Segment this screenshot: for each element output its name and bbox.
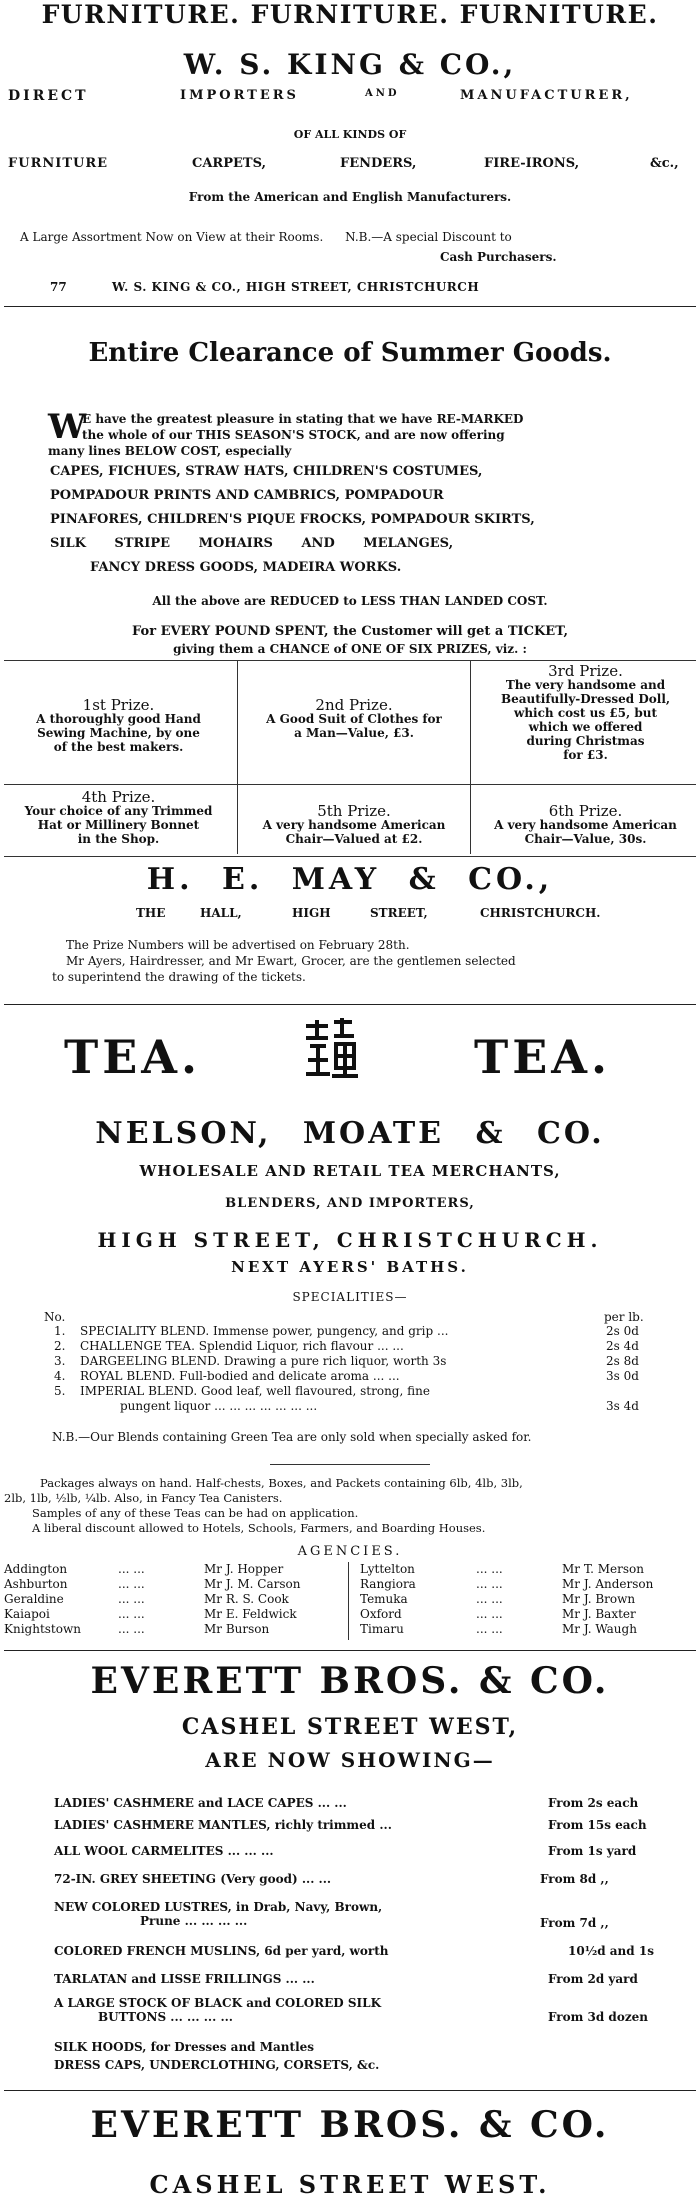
prize-1 bbox=[0, 660, 238, 784]
agency-right-3-place: Temuka bbox=[360, 1592, 408, 1606]
agency-right-3-agent: Mr J. Brown bbox=[562, 1592, 636, 1606]
word-etc: &c., bbox=[650, 156, 679, 171]
agency-left-5-agent: Mr Burson bbox=[204, 1622, 270, 1636]
prize-2-line2: a Man—Value, £3. bbox=[294, 726, 414, 740]
tea-per-lb: per lb. bbox=[604, 1310, 644, 1324]
everett-item-5-text: NEW COLORED LUSTRES, in Drab, Navy, Brown, bbox=[54, 1900, 383, 1914]
clearance-title: Entire Clearance of Summer Goods. bbox=[88, 338, 612, 368]
everett-item-7-price: 10½d and 1s bbox=[568, 1944, 654, 1958]
agency-left-3-place: Geraldine bbox=[4, 1592, 64, 1606]
everett-item-10-text: BUTTONS ... ... ... ... bbox=[98, 2010, 233, 2024]
everett-item-1-price: From 2s each bbox=[548, 1796, 639, 1810]
everett-item-3-text: ALL WOOL CARMELITES ... ... ... bbox=[54, 1844, 274, 1858]
agencies-table bbox=[0, 1562, 700, 1644]
tea-pack-3: Samples of any of these Teas can be had on application. bbox=[32, 1506, 359, 1520]
agency-right-2-dots: ... ... bbox=[476, 1577, 503, 1591]
clearance-item-5: FANCY DRESS GOODS, MADEIRA WORKS. bbox=[90, 560, 402, 575]
agency-left-2-agent: Mr J. M. Carson bbox=[204, 1577, 301, 1591]
prize-2-title: 2nd Prize. bbox=[315, 696, 393, 714]
may-note-1: The Prize Numbers will be advertised on February 28th. bbox=[66, 938, 410, 952]
clearance-item-1: CAPES, FICHUES, STRAW HATS, CHILDREN'S COSTUMES, bbox=[50, 464, 483, 479]
divider-1 bbox=[4, 306, 696, 307]
everett-item-7-text: COLORED FRENCH MUSLINS, 6d per yard, worth bbox=[54, 1944, 389, 1958]
tea-pack-2: 2lb, 1lb, ½lb, ¼lb. Also, in Fancy Tea Canisters. bbox=[4, 1491, 283, 1505]
clearance-intro-2: the whole of our THIS SEASON'S STOCK, and are now offering bbox=[82, 428, 505, 442]
agency-left-5-dots: ... ... bbox=[118, 1622, 145, 1636]
tea-pack-1: Packages always on hand. Half-chests, Boxes, and Packets containing 6lb, 4lb, 3lb, bbox=[40, 1476, 523, 1490]
tea-nb: N.B.—Our Blends containing Green Tea are only sold when specially asked for. bbox=[52, 1430, 532, 1444]
prize-4-line2: Hat or Millinery Bonnet bbox=[37, 818, 200, 832]
prize-3-line4: which we offered bbox=[528, 720, 643, 734]
may-note-3: to superintend the drawing of the tickets. bbox=[52, 970, 306, 984]
blend-4-no: 4. bbox=[54, 1369, 66, 1383]
prize-6-line2: Chair—Value, 30s. bbox=[524, 832, 647, 846]
tea-pack-4: A liberal discount allowed to Hotels, Schools, Farmers, and Boarding Houses. bbox=[32, 1521, 486, 1535]
clearance-intro-3: many lines BELOW COST, especially bbox=[48, 444, 292, 458]
divider-3 bbox=[4, 1650, 696, 1651]
furniture-address: W. S. KING & CO., HIGH STREET, CHRISTCHURCH bbox=[112, 280, 480, 294]
everett-company: EVERETT BROS. & CO. bbox=[90, 1660, 610, 1702]
word-direct: DIRECT bbox=[8, 88, 89, 104]
may-note-2: Mr Ayers, Hairdresser, and Mr Ewart, Grocer, are the gentlemen selected bbox=[66, 954, 516, 968]
everett-item-9-text: A LARGE STOCK OF BLACK and COLORED SILK bbox=[54, 1996, 381, 2010]
blend-4-text: ROYAL BLEND. Full-bodied and delicate aroma ... ... bbox=[80, 1369, 400, 1383]
tea-next: NEXT AYERS' BATHS. bbox=[231, 1258, 469, 1276]
agency-left-3-agent: Mr R. S. Cook bbox=[204, 1592, 289, 1606]
clearance-reduced: All the above are REDUCED to LESS THAN LANDED COST. bbox=[152, 594, 548, 608]
agency-right-4-agent: Mr J. Baxter bbox=[562, 1607, 636, 1621]
prize-3-title: 3rd Prize. bbox=[548, 662, 623, 680]
blend-1-no: 1. bbox=[54, 1324, 66, 1338]
agency-left-1-place: Addington bbox=[4, 1562, 68, 1576]
everett-street: CASHEL STREET WEST, bbox=[181, 1714, 519, 1740]
everett-street-2: CASHEL STREET WEST. bbox=[149, 2170, 551, 2199]
blend-5-text-cont: pungent liquor ... ... ... ... ... ... ... bbox=[120, 1399, 318, 1413]
blend-5-no: 5. bbox=[54, 1384, 66, 1398]
everett-items bbox=[0, 1796, 700, 2086]
prize-6-line1: A very handsome American bbox=[494, 818, 677, 832]
furniture-from: From the American and English Manufacturers. bbox=[188, 190, 512, 204]
furniture-assortment bbox=[20, 230, 512, 244]
everett-item-6-text: Prune ... ... ... ... bbox=[140, 1914, 248, 1928]
everett-item-3-price: From 1s yard bbox=[548, 1844, 637, 1858]
furniture-of-all: OF ALL KINDS OF bbox=[293, 128, 407, 141]
addr-high: HIGH bbox=[292, 906, 331, 920]
agency-left-2-place: Ashburton bbox=[4, 1577, 68, 1591]
may-company: H. E. MAY & CO., bbox=[146, 862, 554, 897]
furniture-company: W. S. KING & CO., bbox=[183, 48, 517, 81]
agency-left-1-dots: ... ... bbox=[118, 1562, 145, 1576]
furniture-header: FURNITURE. FURNITURE. FURNITURE. bbox=[41, 0, 659, 29]
prize-row-1 bbox=[0, 660, 700, 784]
blend-2-no: 2. bbox=[54, 1339, 66, 1353]
clearance-intro-1: E have the greatest pleasure in stating that we have RE-MARKED bbox=[82, 412, 524, 426]
word-carpets: CARPETS, bbox=[192, 156, 267, 171]
blend-1-price: 2s 0d bbox=[606, 1324, 639, 1338]
tea-sub-1: WHOLESALE AND RETAIL TEA MERCHANTS, bbox=[139, 1162, 561, 1180]
everett-item-11-text: SILK HOODS, for Dresses and Mantles bbox=[54, 2040, 315, 2054]
everett-item-6-price: From 7d ,, bbox=[540, 1916, 609, 1930]
word-importers: IMPORTERS bbox=[180, 88, 299, 103]
everett-item-4-price: From 8d ,, bbox=[540, 1872, 609, 1886]
prize-1-line2: Sewing Machine, by one bbox=[37, 726, 200, 740]
tea-no-label: No. bbox=[44, 1310, 66, 1324]
everett-item-12-text: DRESS CAPS, UNDERCLOTHING, CORSETS, &c. bbox=[54, 2058, 380, 2072]
prize-3-line2: Beautifully-Dressed Doll, bbox=[500, 692, 671, 706]
prize-5 bbox=[238, 784, 471, 854]
tea-left: TEA. bbox=[64, 1030, 201, 1084]
agency-left-4-place: Kaiapoi bbox=[4, 1607, 50, 1621]
chinese-characters-logo-icon bbox=[300, 1016, 360, 1080]
prize-5-title: 5th Prize. bbox=[317, 802, 391, 820]
clearance-item-4: SILK STRIPE MOHAIRS AND MELANGES, bbox=[50, 536, 454, 551]
prize-5-line1: A very handsome American bbox=[262, 818, 446, 832]
furniture-cash: Cash Purchasers. bbox=[440, 250, 557, 264]
agency-left-4-agent: Mr E. Feldwick bbox=[204, 1607, 297, 1621]
agency-right-1-dots: ... ... bbox=[476, 1562, 503, 1576]
everett-item-1-text: LADIES' CASHMERE and LACE CAPES ... ... bbox=[54, 1796, 347, 1810]
divider-2 bbox=[4, 1004, 696, 1005]
agency-right-1-place: Lyttelton bbox=[360, 1562, 415, 1576]
addr-christchurch: CHRISTCHURCH. bbox=[480, 906, 601, 920]
blend-3-text: DARGEELING BLEND. Drawing a pure rich liquor, worth 3s bbox=[80, 1354, 447, 1368]
tea-right: TEA. bbox=[474, 1030, 611, 1084]
everett-item-2-text: LADIES' CASHMERE MANTLES, richly trimmed ... bbox=[54, 1818, 392, 1832]
discount-text: N.B.—A special Discount to bbox=[345, 230, 512, 244]
prize-3 bbox=[471, 660, 700, 784]
prize-4-title: 4th Prize. bbox=[81, 788, 156, 806]
prize-3-line6: for £3. bbox=[563, 748, 608, 762]
prize-6-title: 6th Prize. bbox=[548, 802, 623, 820]
agencies-divider bbox=[348, 1562, 349, 1640]
tea-street: HIGH STREET, CHRISTCHURCH. bbox=[97, 1228, 603, 1252]
clearance-intro-initial: W bbox=[48, 407, 87, 447]
agency-right-4-dots: ... ... bbox=[476, 1607, 503, 1621]
clearance-pound-1: For EVERY POUND SPENT, the Customer will get a TICKET, bbox=[132, 624, 568, 639]
prize-6 bbox=[471, 784, 700, 854]
blend-2-price: 2s 4d bbox=[606, 1339, 639, 1353]
prize-row-2 bbox=[0, 784, 700, 854]
agency-left-2-dots: ... ... bbox=[118, 1577, 145, 1591]
blend-3-no: 3. bbox=[54, 1354, 66, 1368]
blend-5-price: 3s 4d bbox=[606, 1399, 639, 1413]
clearance-item-2: POMPADOUR PRINTS AND CAMBRICS, POMPADOUR bbox=[50, 488, 444, 503]
word-and: AND bbox=[365, 88, 400, 99]
everett-showing: ARE NOW SHOWING— bbox=[205, 1748, 495, 1772]
word-furniture: FURNITURE bbox=[8, 156, 109, 171]
everett-item-8-text: TARLATAN and LISSE FRILLINGS ... ... bbox=[54, 1972, 315, 1986]
clearance-pound-2: giving them a CHANCE of ONE OF SIX PRIZES, viz. : bbox=[173, 642, 527, 656]
divider-4 bbox=[4, 2090, 696, 2091]
prize-1-line1: A thoroughly good Hand bbox=[36, 712, 201, 726]
agency-right-2-place: Rangiora bbox=[360, 1577, 416, 1591]
addr-street: STREET, bbox=[370, 906, 428, 920]
agency-left-1-agent: Mr J. Hopper bbox=[204, 1562, 284, 1576]
prize-4-line1: Your choice of any Trimmed bbox=[24, 804, 213, 818]
agency-left-4-dots: ... ... bbox=[118, 1607, 145, 1621]
everett-item-8-price: From 2d yard bbox=[548, 1972, 638, 1986]
everett-item-10-price: From 3d dozen bbox=[548, 2010, 648, 2024]
agency-right-5-place: Timaru bbox=[360, 1622, 404, 1636]
word-fire-irons: FIRE-IRONS, bbox=[484, 156, 580, 171]
tea-sub-2: BLENDERS, AND IMPORTERS, bbox=[225, 1196, 475, 1211]
word-fenders: FENDERS, bbox=[340, 156, 417, 171]
word-manufacturer: MANUFACTURER, bbox=[460, 88, 633, 103]
agency-left-5-place: Knightstown bbox=[4, 1622, 81, 1636]
everett-item-2-price: From 15s each bbox=[548, 1818, 647, 1832]
addr-the: THE bbox=[136, 906, 166, 920]
clearance-item-3: PINAFORES, CHILDREN'S PIQUE FROCKS, POMPADOUR SKIRTS, bbox=[50, 512, 535, 527]
prize-grid-bottom bbox=[4, 856, 696, 857]
agencies-title: AGENCIES. bbox=[297, 1544, 403, 1559]
agency-right-4-place: Oxford bbox=[360, 1607, 402, 1621]
prize-2 bbox=[238, 660, 471, 784]
assortment-text: A Large Assortment Now on View at their Rooms. bbox=[20, 230, 324, 244]
blend-1-text: SPECIALITY BLEND. Immense power, pungency, and grip ... bbox=[80, 1324, 449, 1338]
prize-5-line2: Chair—Valued at £2. bbox=[285, 832, 423, 846]
everett-item-4-text: 72-IN. GREY SHEETING (Very good) ... ... bbox=[54, 1872, 332, 1886]
blend-4-price: 3s 0d bbox=[606, 1369, 639, 1383]
agency-right-5-dots: ... ... bbox=[476, 1622, 503, 1636]
agency-right-1-agent: Mr T. Merson bbox=[562, 1562, 644, 1576]
everett-company-2: EVERETT BROS. & CO. bbox=[90, 2104, 610, 2146]
tea-specialities: SPECIALITIES— bbox=[292, 1290, 408, 1304]
tea-company: NELSON, MOATE & CO. bbox=[95, 1116, 605, 1151]
prize-1-title: 1st Prize. bbox=[82, 696, 155, 714]
prize-3-line5: during Christmas bbox=[526, 734, 645, 748]
agency-right-3-dots: ... ... bbox=[476, 1592, 503, 1606]
prize-3-line3: which cost us £5, but bbox=[514, 706, 657, 720]
blend-2-text: CHALLENGE TEA. Splendid Liquor, rich flavour ... ... bbox=[80, 1339, 404, 1353]
prize-4-line3: in the Shop. bbox=[77, 832, 160, 846]
blend-5-text: IMPERIAL BLEND. Good leaf, well flavoured, strong, fine bbox=[80, 1384, 430, 1398]
furniture-number: 77 bbox=[50, 280, 67, 294]
prize-4 bbox=[0, 784, 238, 854]
tea-short-rule bbox=[270, 1464, 430, 1465]
agency-right-2-agent: Mr J. Anderson bbox=[562, 1577, 654, 1591]
agency-right-5-agent: Mr J. Waugh bbox=[562, 1622, 637, 1636]
blend-3-price: 2s 8d bbox=[606, 1354, 639, 1368]
addr-hall: HALL, bbox=[200, 906, 242, 920]
prize-3-line1: The very handsome and bbox=[505, 678, 666, 692]
tea-blends-list bbox=[0, 1324, 700, 1424]
prize-1-line3: of the best makers. bbox=[53, 740, 184, 754]
prize-2-line1: A Good Suit of Clothes for bbox=[266, 712, 442, 726]
agency-left-3-dots: ... ... bbox=[118, 1592, 145, 1606]
